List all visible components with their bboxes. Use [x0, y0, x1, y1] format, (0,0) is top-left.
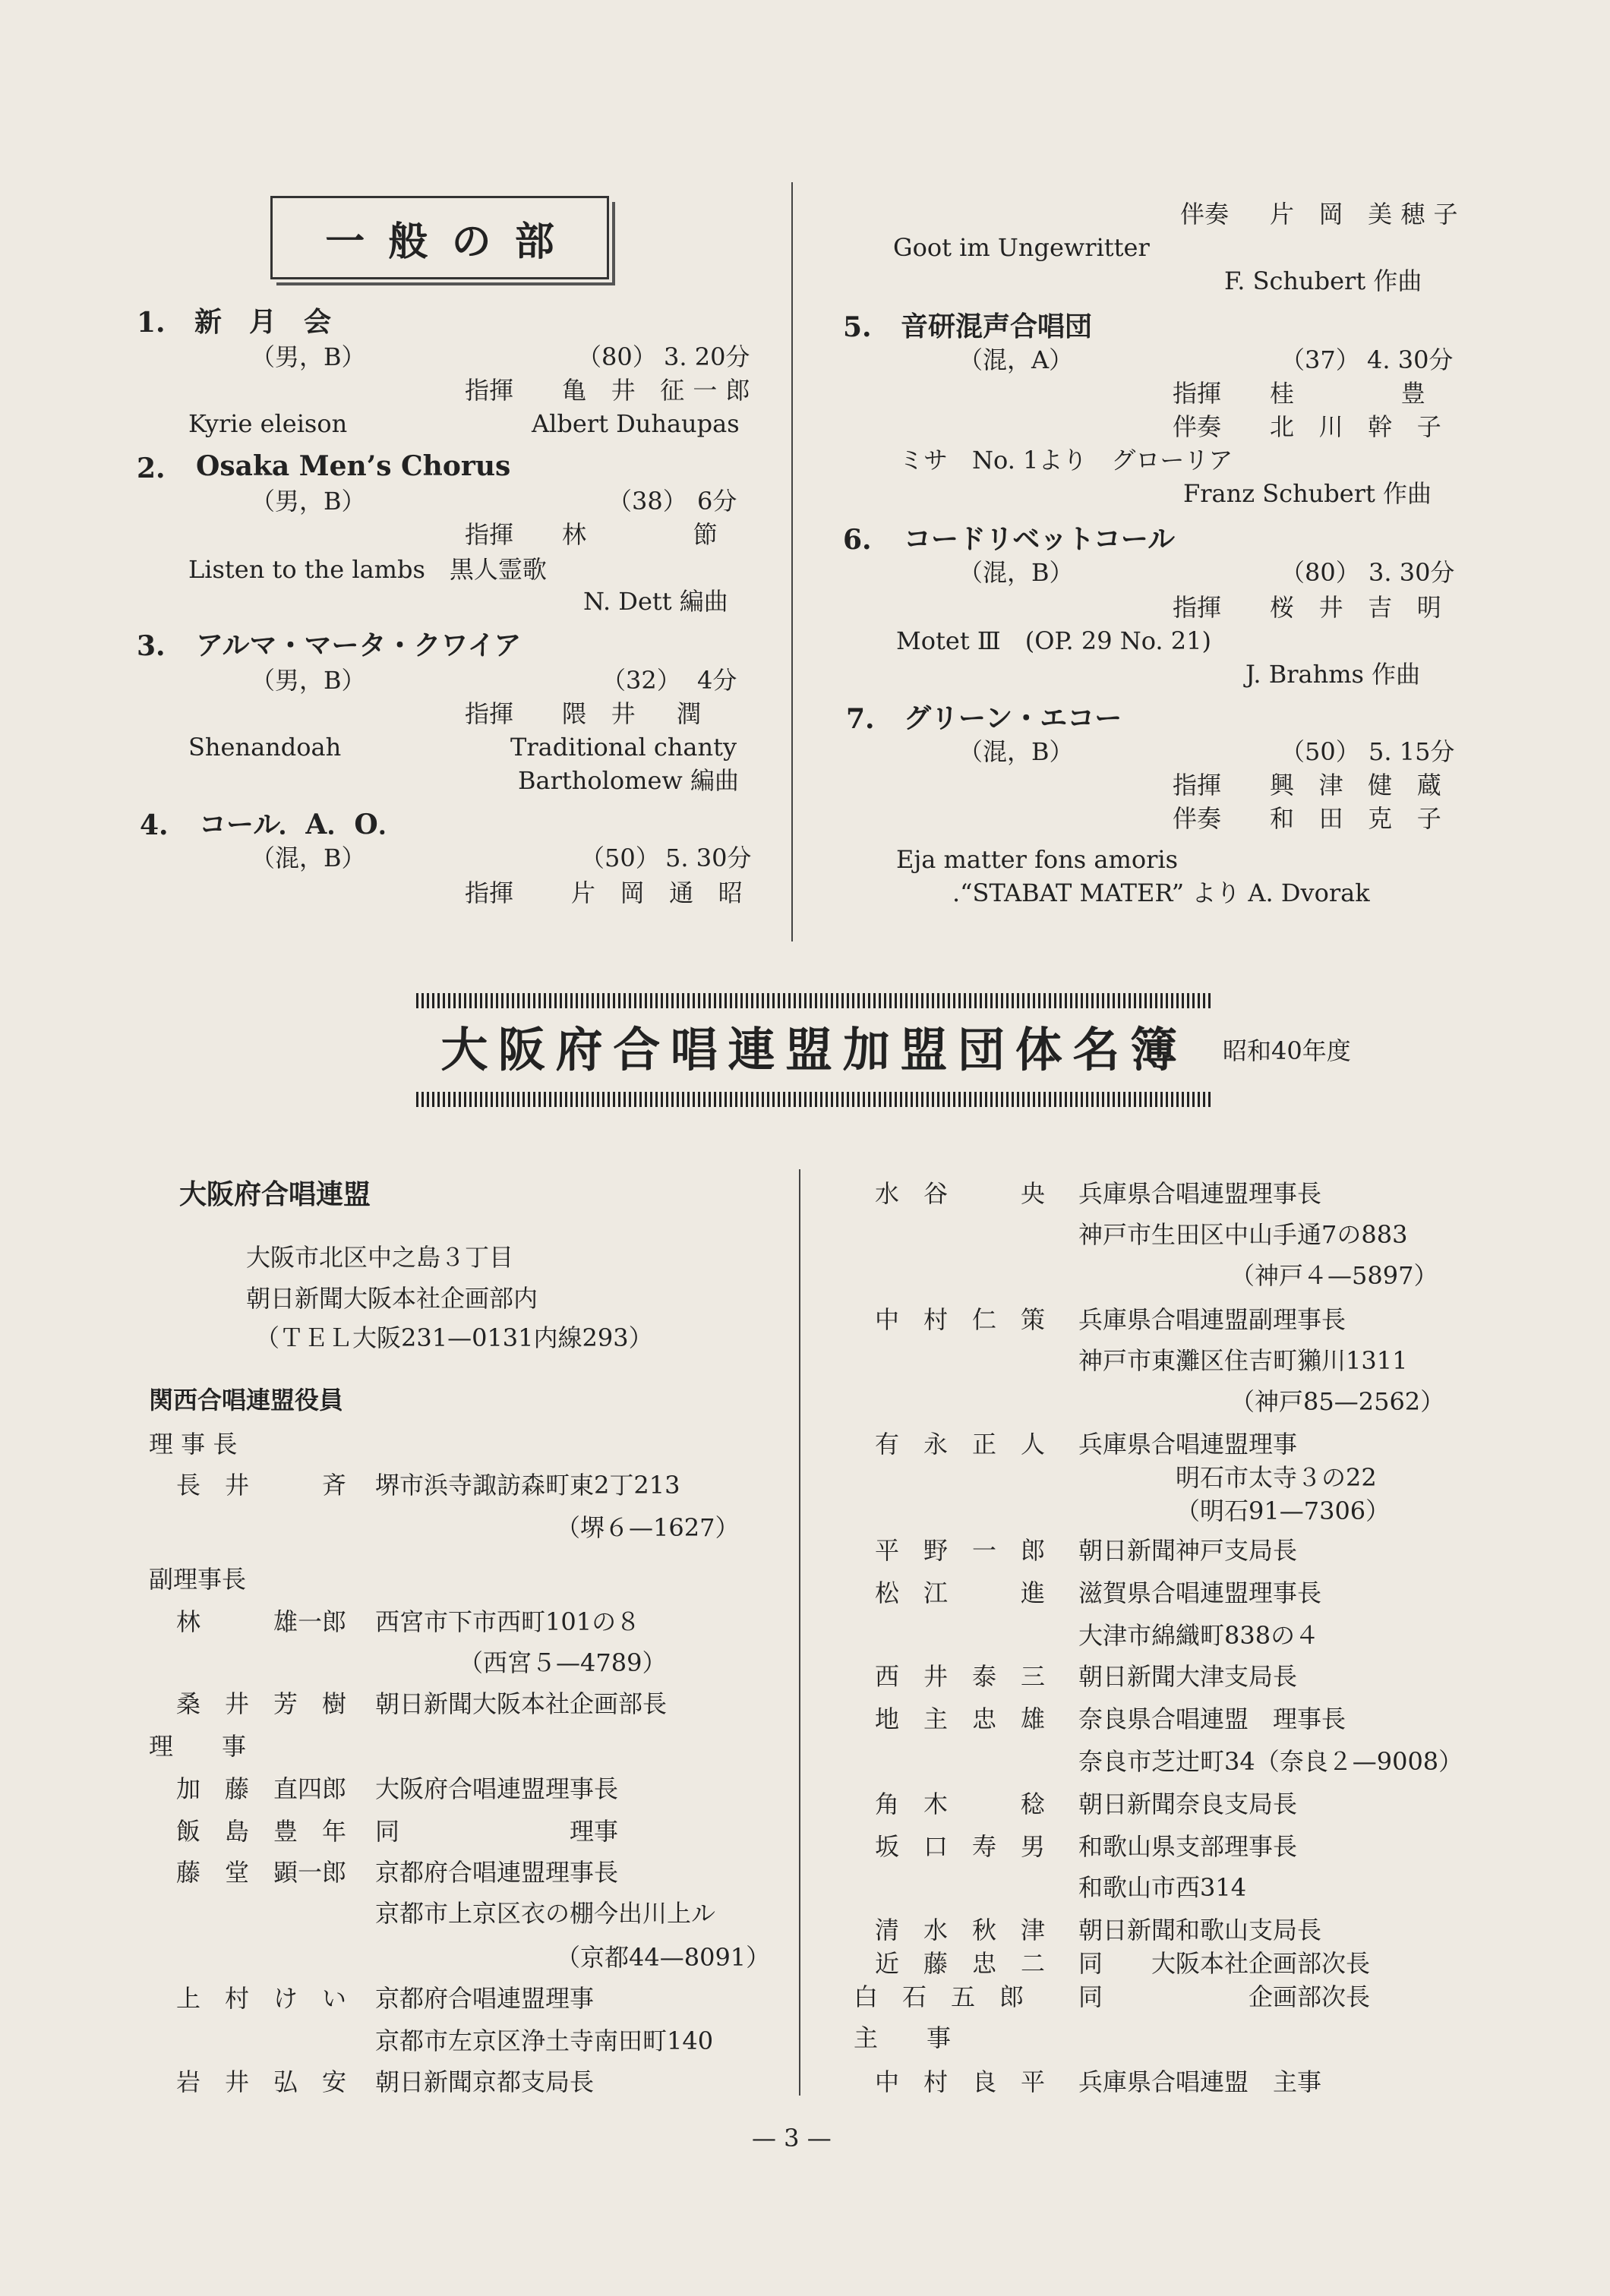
choir-type: （混，B） — [958, 558, 1074, 587]
officer-info: 堺市浜寺諏訪森町東2丁213 — [375, 1471, 680, 1500]
conductor-label: 指揮 — [465, 878, 514, 907]
officer-info: 大阪府合唱連盟理事長 — [375, 1774, 619, 1803]
duration: 4. 30分 — [1367, 345, 1454, 374]
officer-info: 京都市上京区衣の棚今出川上ル — [375, 1899, 716, 1928]
credit-line-2: Bartholomew 編曲 — [518, 766, 739, 795]
officer-info: 和歌山市西314 — [1078, 1873, 1247, 1902]
federation-tel: （ＴＥＬ大阪231—0131内線293） — [255, 1323, 653, 1352]
choir-name: コール．A．O． — [199, 809, 406, 840]
officer-phone: （神戸85—2562） — [1230, 1387, 1445, 1416]
officer-info: 京都府合唱連盟理事 — [375, 1984, 595, 2013]
conductor-name: 片 岡 通 昭 — [571, 878, 751, 907]
officer-phone: （堺６—1627） — [556, 1513, 740, 1542]
officer-info: 同 企画部次長 — [1078, 1982, 1371, 2011]
officer-info: 朝日新聞大津支局長 — [1078, 1662, 1298, 1691]
directory-year: 昭和40年度 — [1223, 1036, 1351, 1065]
choir-name: 新 月 会 — [194, 306, 332, 338]
federation-address-2: 朝日新聞大阪本社企画部内 — [246, 1284, 538, 1313]
officer-info: 朝日新聞京都支局長 — [375, 2067, 595, 2096]
conductor-name: 桜 井 吉 明 — [1270, 593, 1450, 622]
conductor-label: 指揮 — [1173, 771, 1222, 800]
member-count: （80） — [1280, 558, 1360, 587]
directory-banner — [416, 993, 1212, 1107]
composer: Albert Duhaupas — [532, 409, 740, 438]
pianist-label: 伴奏 — [1173, 804, 1222, 833]
duration: 6分 — [697, 487, 737, 516]
song-title: Shenandoah — [188, 733, 342, 762]
duration: 3. 20分 — [664, 342, 750, 371]
member-count: （50） — [1280, 737, 1360, 766]
officer-info: 朝日新聞神戸支局長 — [1078, 1536, 1298, 1565]
entry-number: 5. — [843, 311, 872, 343]
pianist-name: 和 田 克 子 — [1270, 804, 1450, 833]
choir-name: アルマ・マータ・クワイア — [196, 629, 522, 661]
officer-phone: （神戸４—5897） — [1230, 1261, 1438, 1290]
officer-info: 同 理事 — [375, 1817, 619, 1846]
page-number: — 3 — — [752, 2124, 832, 2152]
song-title: ミサ No. 1より グローリア — [899, 446, 1233, 475]
officers-heading: 関西合唱連盟役員 — [149, 1386, 344, 1414]
officer-name: 中 村 良 平 — [875, 2067, 1046, 2096]
officer-info: 奈良県合唱連盟 理事長 — [1078, 1705, 1346, 1733]
role-heading: 主 事 — [854, 2023, 952, 2052]
conductor-label: 指揮 — [1173, 379, 1222, 408]
section-title: 一般の部 — [270, 196, 609, 279]
composer: F. Schubert 作曲 — [1224, 266, 1422, 295]
conductor-name: 桂 豊 — [1270, 379, 1435, 408]
song-title: Goot im Ungewritter — [893, 233, 1150, 262]
officer-phone: （明石91—7306） — [1176, 1496, 1391, 1525]
officer-name: 林 雄一郎 — [176, 1607, 347, 1636]
choir-name: グリーン・エコー — [904, 702, 1122, 734]
officer-info: 神戸市東灘区住吉町獺川1311 — [1078, 1346, 1408, 1375]
officer-name: 飯 島 豊 年 — [176, 1817, 347, 1846]
officer-info: 朝日新聞和歌山支局長 — [1078, 1916, 1322, 1944]
pianist-name: 片 岡 美穂子 — [1270, 200, 1466, 229]
member-count: （80） — [577, 342, 657, 371]
role-heading: 副理事長 — [149, 1565, 247, 1594]
officer-name: 角 木 稔 — [875, 1790, 1046, 1818]
officer-name: 中 村 仁 策 — [875, 1305, 1046, 1334]
officer-name: 松 江 進 — [875, 1578, 1046, 1607]
entry-number: 4. — [140, 809, 169, 841]
officer-info: 滋賀県合唱連盟理事長 — [1078, 1578, 1322, 1607]
federation-address-1: 大阪市北区中之島３丁目 — [246, 1243, 514, 1272]
choir-type: （男，B） — [251, 342, 366, 371]
officer-name: 地 主 忠 雄 — [875, 1705, 1046, 1733]
member-count: （32） — [601, 666, 681, 695]
song-title: Motet Ⅲ (OP. 29 No. 21) — [896, 626, 1211, 655]
officer-info: 朝日新聞奈良支局長 — [1078, 1790, 1298, 1818]
officer-name: 西 井 泰 三 — [875, 1662, 1046, 1691]
officer-name: 岩 井 弘 安 — [176, 2067, 347, 2096]
officer-info: 和歌山県支部理事長 — [1078, 1832, 1298, 1861]
officer-info: 兵庫県合唱連盟 主事 — [1078, 2067, 1322, 2096]
member-count: （50） — [580, 844, 660, 872]
entry-number: 1. — [137, 307, 166, 339]
officer-info: 神戸市生田区中山手通7の883 — [1078, 1220, 1408, 1249]
member-count: （38） — [608, 487, 687, 516]
choir-type: （男，B） — [251, 487, 366, 516]
officer-name: 有 永 正 人 — [875, 1430, 1046, 1459]
officer-name: 桑 井 芳 樹 — [176, 1689, 347, 1718]
officer-info: 奈良市芝辻町34（奈良２—9008） — [1078, 1747, 1463, 1776]
duration: 5. 15分 — [1368, 737, 1455, 766]
choir-type: （混，B） — [251, 844, 366, 872]
song-title: Listen to the lambs 黒人霊歌 — [188, 555, 547, 584]
pianist-label: 伴奏 — [1173, 412, 1222, 441]
officer-info: 京都府合唱連盟理事長 — [375, 1858, 619, 1887]
entry-number: 3. — [137, 630, 166, 662]
column-divider-bottom — [799, 1169, 800, 2096]
entry-number: 2. — [137, 453, 166, 484]
officer-name: 平 野 一 郎 — [875, 1536, 1046, 1565]
officer-info: 明石市太寺３の22 — [1176, 1463, 1377, 1492]
choir-name: Osaka Men’s Chorus — [196, 450, 511, 482]
officer-name: 加 藤 直四郎 — [176, 1774, 347, 1803]
arranger: N. Dett 編曲 — [583, 587, 728, 616]
role-heading: 理 事 長 — [149, 1430, 238, 1459]
directory-title: 大阪府合唱連盟加盟団体名簿 — [440, 1022, 1188, 1077]
pianist-name: 北 川 幹 子 — [1270, 412, 1450, 441]
officer-phone: （京都44—8091） — [556, 1943, 771, 1972]
duration: 5. 30分 — [665, 844, 752, 872]
officer-info: 兵庫県合唱連盟理事 — [1078, 1430, 1298, 1459]
officer-info: 同 大阪本社企画部次長 — [1078, 1949, 1371, 1978]
officer-info: 兵庫県合唱連盟理事長 — [1078, 1179, 1322, 1208]
officer-info: 大津市綿織町838の４ — [1078, 1621, 1320, 1650]
conductor-name: 林 節 — [562, 520, 727, 549]
conductor-name: 隈 井 潤 — [562, 699, 710, 728]
officer-name: 白 石 五 郎 — [854, 1982, 1024, 2011]
choir-type: （混，B） — [958, 737, 1074, 766]
song-title: Eja matter fons amoris — [896, 845, 1179, 874]
composer: J. Brahms 作曲 — [1245, 660, 1421, 689]
officer-info: 西宮市下市西町101の８ — [375, 1607, 641, 1636]
officer-info: 朝日新聞大阪本社企画部長 — [375, 1689, 668, 1718]
entry-number: 7. — [846, 703, 875, 735]
conductor-label: 指揮 — [465, 376, 514, 405]
credit-line-1: Traditional chanty — [510, 733, 737, 762]
officer-name: 水 谷 央 — [875, 1179, 1046, 1208]
duration: 3. 30分 — [1368, 558, 1455, 587]
officer-name: 上 村 け い — [176, 1984, 347, 2013]
choir-type: （男，B） — [251, 666, 366, 695]
conductor-label: 指揮 — [465, 520, 514, 549]
officer-phone: （西宮５—4789） — [459, 1648, 667, 1677]
officer-name: 長 井 斉 — [176, 1471, 347, 1500]
member-count: （37） — [1280, 345, 1360, 374]
song-subtitle: .“STABAT MATER” より A. Dvorak — [952, 878, 1370, 907]
conductor-name: 亀 井 征一郎 — [562, 376, 759, 405]
officer-name: 近 藤 忠 二 — [875, 1949, 1046, 1978]
officer-info: 京都市左京区浄土寺南田町140 — [375, 2026, 714, 2055]
officer-name: 藤 堂 顕一郎 — [176, 1858, 347, 1887]
pianist-label: 伴奏 — [1180, 200, 1230, 229]
conductor-label: 指揮 — [465, 699, 514, 728]
federation-name: 大阪府合唱連盟 — [179, 1179, 371, 1210]
role-heading: 理 事 — [149, 1732, 247, 1761]
choir-name: コードリベットコール — [904, 523, 1176, 555]
officer-info: 兵庫県合唱連盟副理事長 — [1078, 1305, 1346, 1334]
composer: Franz Schubert 作曲 — [1183, 479, 1432, 508]
duration: 4分 — [697, 666, 737, 695]
song-title: Kyrie eleison — [188, 409, 348, 438]
choir-type: （混，A） — [958, 345, 1074, 374]
conductor-name: 興 津 健 蔵 — [1270, 771, 1450, 800]
officer-name: 清 水 秋 津 — [875, 1916, 1046, 1944]
entry-number: 6. — [843, 524, 872, 556]
column-divider-top — [791, 182, 793, 941]
officer-name: 坂 口 寿 男 — [875, 1832, 1046, 1861]
choir-name: 音研混声合唱団 — [901, 311, 1093, 342]
conductor-label: 指揮 — [1173, 593, 1222, 622]
